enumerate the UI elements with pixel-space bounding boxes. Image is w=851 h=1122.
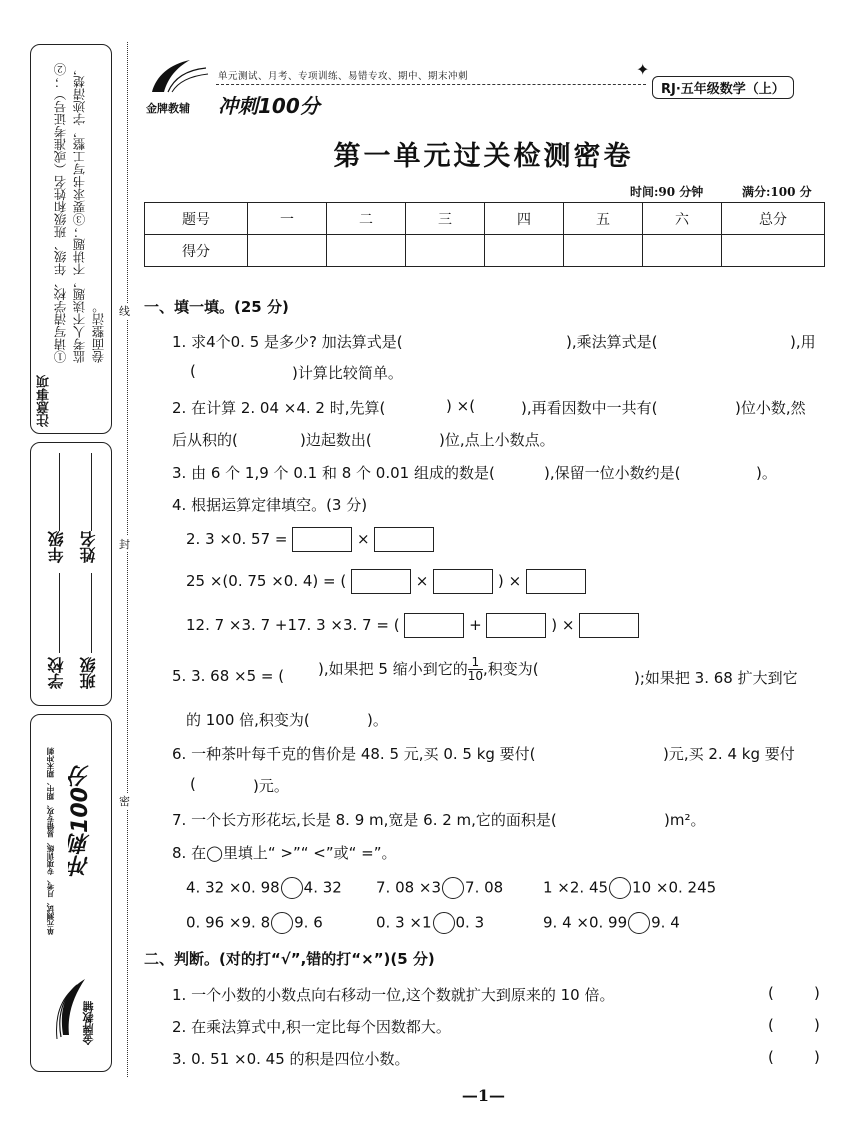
judge-paren-left[interactable]: ( [768, 1016, 774, 1034]
brand-series-text: 单元测试、月考、专项训练、易错专攻、期中、期末冲刺 [46, 747, 55, 935]
score-cell[interactable] [643, 235, 722, 267]
field-grade-line [59, 453, 60, 531]
q8-left-expr: 0. 96 ×9. 8 [186, 913, 271, 932]
judge-item-3: 3. 0. 51 ×0. 45 的积是四位小数。 [172, 1050, 410, 1068]
field-name-label: 姓名 [79, 531, 98, 563]
compare-circle[interactable] [442, 877, 464, 899]
fraction-one-tenth [468, 656, 483, 683]
score-table-score-row [145, 235, 825, 267]
q5-text-c: ,积变为( [482, 660, 539, 678]
exam-time: 时间:90 分钟 [630, 185, 704, 199]
q6-text-d: )元。 [253, 777, 289, 795]
grade-badge: RJ·五年级数学（上） [652, 76, 794, 99]
q8-left-expr: 4. 32 ×0. 98 [186, 878, 280, 897]
q7-text-a: 7. 一个长方形花坛,长是 8. 9 m,宽是 6. 2 m,它的面积是( [172, 811, 557, 829]
answer-box[interactable] [374, 527, 434, 552]
cut-label-line: 线 [119, 305, 130, 318]
field-name-line [91, 453, 92, 531]
answer-box[interactable] [486, 613, 546, 638]
times-sign: × [415, 572, 429, 590]
page-title: 第一单元过关检测密卷 [333, 141, 634, 172]
judge-paren-left[interactable]: ( [768, 984, 774, 1002]
score-cell[interactable] [564, 235, 643, 267]
fraction-numerator: 1 [468, 656, 483, 670]
compare-circle[interactable] [628, 912, 650, 934]
header-logo-icon [146, 56, 212, 100]
answer-box[interactable] [404, 613, 464, 638]
q2-text-d: )位小数,然 [735, 399, 806, 417]
answer-box[interactable] [526, 569, 586, 594]
brand-name-text: 冲刺100分 [68, 765, 93, 877]
answer-box[interactable] [351, 569, 411, 594]
answer-box[interactable] [433, 569, 493, 594]
q3-text-b: ),保留一位小数约是( [544, 464, 681, 482]
header-series-underline [216, 84, 646, 85]
q8-right-expr: 0. 3 [455, 913, 485, 932]
score-row-label: 得分 [145, 235, 248, 267]
score-header-cell: 一 [248, 203, 327, 235]
header-logo-text: 金牌教辅 [146, 102, 190, 115]
score-cell[interactable] [406, 235, 485, 267]
q8-text: 8. 在◯里填上“ >”“ <”或“ =”。 [172, 844, 397, 862]
compare-circle[interactable] [609, 877, 631, 899]
answer-box[interactable] [579, 613, 639, 638]
score-cell[interactable] [485, 235, 564, 267]
q8-item [543, 877, 716, 899]
times-sign: × [561, 616, 575, 634]
cut-label-seal: 封 [119, 538, 130, 551]
q8-right-expr: 4. 32 [303, 878, 342, 897]
sparkle-icon: ✦ [636, 60, 650, 79]
plus-sign: + [469, 616, 482, 634]
q8-item [376, 877, 503, 899]
score-header-cell: 六 [643, 203, 722, 235]
q5-text-a: 5. 3. 68 ×5 = ( [172, 667, 285, 685]
q4-line3 [186, 613, 639, 638]
header-brand: 冲刺100分 [218, 94, 320, 118]
q1-text-a: 1. 求4个0. 5 是多少? 加法算式是( [172, 333, 403, 351]
q2-text-e: 后从积的( [172, 431, 238, 449]
score-header-cell: 四 [485, 203, 564, 235]
notice-box [30, 44, 112, 434]
score-cell[interactable] [327, 235, 406, 267]
q6-text-a: 6. 一种茶叶每千克的售价是 48. 5 元,买 0. 5 kg 要付( [172, 745, 536, 763]
score-header-cell: 题号 [145, 203, 248, 235]
score-table [144, 202, 825, 267]
q2-text-g: )位,点上小数点。 [439, 431, 555, 449]
q8-item [186, 877, 342, 899]
score-cell[interactable] [248, 235, 327, 267]
q1-text-c: ),用 [790, 333, 816, 351]
times-sign: × [357, 530, 370, 548]
score-header-cell: 五 [564, 203, 643, 235]
q8-right-expr: 9. 6 [294, 913, 323, 932]
q4-line2-expr: 25 ×(0. 75 ×0. 4) = ( [186, 572, 347, 590]
field-grade-label: 年级 [47, 531, 66, 563]
answer-box[interactable] [292, 527, 352, 552]
score-table-header-row [145, 203, 825, 235]
q2-text-f: )边起数出( [300, 431, 372, 449]
judge-item-1: 1. 一个小数的小数点向右移动一位,这个数就扩大到原来的 10 倍。 [172, 986, 615, 1004]
q1-text-d: ( [190, 362, 196, 380]
notice-heading: 注意事项 [37, 375, 52, 427]
compare-circle[interactable] [271, 912, 293, 934]
section2-title: 二、判断。(对的打“√”,错的打“×”)(5 分) [144, 950, 435, 968]
cut-line [127, 42, 128, 1077]
field-class-line [91, 573, 92, 653]
compare-circle[interactable] [281, 877, 303, 899]
exam-full-score: 满分:100 分 [742, 185, 812, 199]
q6-text-b: )元,买 2. 4 kg 要付 [663, 745, 795, 763]
judge-paren-left[interactable]: ( [768, 1048, 774, 1066]
field-class-label: 班级 [79, 657, 98, 689]
q5-text-f: )。 [367, 711, 388, 729]
judge-paren-right[interactable]: ) [814, 1016, 820, 1034]
score-header-cell: 三 [406, 203, 485, 235]
q4-line1-expr: 2. 3 ×0. 57 = [186, 530, 288, 548]
q7-text-b: )m²。 [664, 811, 706, 829]
q4-text: 4. 根据运算定律填空。(3 分) [172, 496, 368, 514]
q8-left-expr: 7. 08 ×3 [376, 878, 442, 897]
student-info-box [30, 442, 112, 706]
times-sign: × [508, 572, 522, 590]
judge-paren-right[interactable]: ) [814, 984, 820, 1002]
header-series: 单元测试、月考、专项训练、易错专攻、期中、期末冲刺 [218, 71, 469, 82]
page-number: —1— [461, 1086, 506, 1105]
q8-right-expr: 10 ×0. 245 [632, 878, 717, 897]
q5-text-e: 的 100 倍,积变为( [186, 711, 310, 729]
brand-box [30, 714, 112, 1072]
q3-text-a: 3. 由 6 个 1,9 个 0.1 和 8 个 0.01 组成的数是( [172, 464, 495, 482]
q2-text-c: ),再看因数中一共有( [521, 399, 658, 417]
q2-text-a: 2. 在计算 2. 04 ×4. 2 时,先算( [172, 399, 386, 417]
q8-item [376, 912, 484, 934]
q6-text-c: ( [190, 775, 196, 793]
judge-paren-right[interactable]: ) [814, 1048, 820, 1066]
q8-right-expr: 9. 4 [651, 913, 680, 932]
q8-left-expr: 9. 4 ×0. 99 [543, 913, 628, 932]
q5-text-b [318, 656, 539, 683]
q8-left-expr: 0. 3 ×1 [376, 913, 432, 932]
field-school-label: 学校 [47, 657, 66, 689]
rparen: ) [551, 616, 558, 634]
q1-text-b: ),乘法算式是( [566, 333, 658, 351]
q2-text-b: ) ×( [446, 397, 476, 415]
section1-title: 一、填一填。(25 分) [144, 298, 289, 316]
compare-circle[interactable] [433, 912, 455, 934]
q3-text-c: )。 [756, 464, 777, 482]
q8-right-expr: 7. 08 [465, 878, 504, 897]
notice-text: ①请写清学校、年级、班级和姓名（或准考证号）；②监考人不读题，不讲题；③要求书写工整，字迹清楚，卷面整洁。 [53, 63, 106, 363]
score-header-cell: 总分 [722, 203, 825, 235]
judge-item-2: 2. 在乘法算式中,积一定比每个因数都大。 [172, 1018, 451, 1036]
q4-line3-expr: 12. 7 ×3. 7 +17. 3 ×3. 7 = ( [186, 616, 400, 634]
q8-item [543, 912, 680, 934]
cut-label-secret: 密 [119, 795, 130, 808]
rparen: ) [497, 572, 504, 590]
q8-item [186, 912, 323, 934]
field-school-line [59, 573, 60, 653]
q5-text-b-span: ),如果把 5 缩小到它的 [318, 660, 468, 678]
q1-text-e: )计算比较简单。 [292, 364, 403, 382]
score-header-cell: 二 [327, 203, 406, 235]
brand-logo-text: 金牌教辅 [82, 1001, 95, 1045]
q5-text-d: );如果把 3. 68 扩大到它 [634, 669, 798, 687]
q4-line1 [186, 527, 434, 552]
q8-left-expr: 1 ×2. 45 [543, 878, 609, 897]
q4-line2 [186, 569, 586, 594]
score-cell[interactable] [722, 235, 825, 267]
fraction-denominator: 10 [467, 669, 483, 683]
